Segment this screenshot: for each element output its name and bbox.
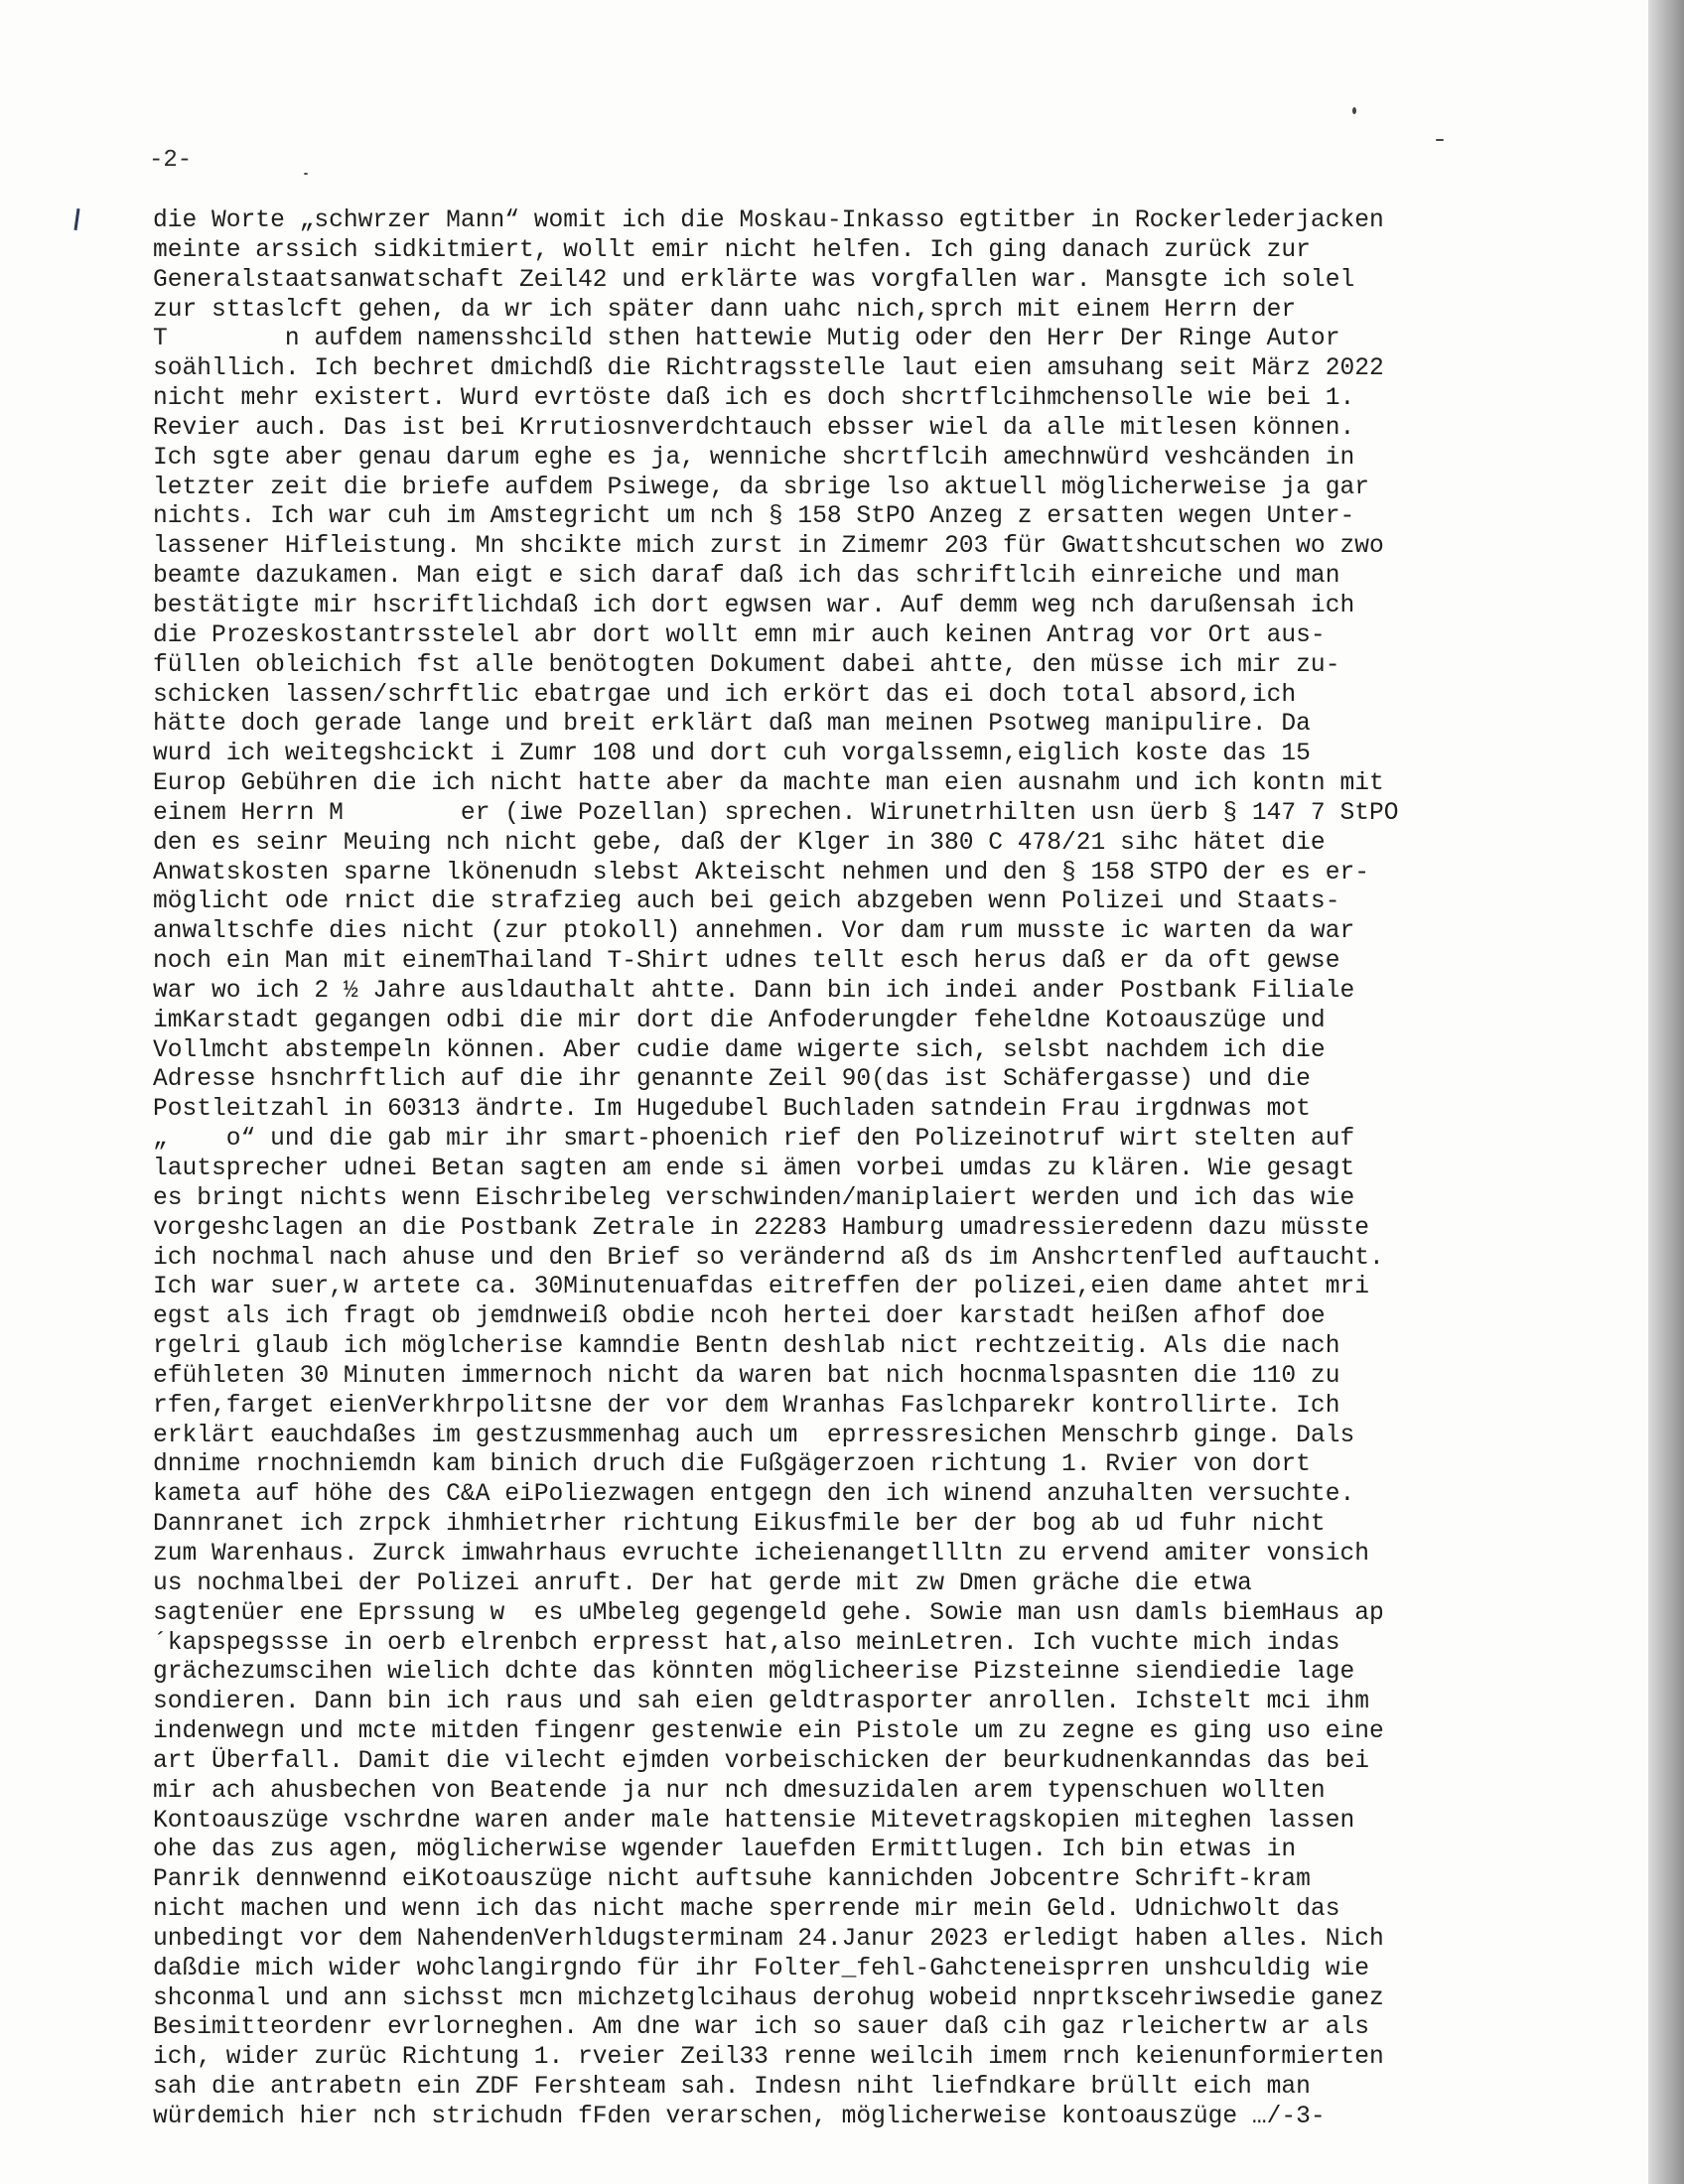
text-line: rgelri glaub ich möglcherise kamndie Bentn deshlab nict rechtzeitig. Als die nach (153, 1333, 1340, 1361)
scan-speck (1352, 107, 1356, 114)
text-line: lautsprecher udnei Betan sagten am ende si ämen vorbei umdas zu klären. Wie gesagt (153, 1156, 1355, 1182)
text-line: daßdie mich wider wohclangirgndo für ihr Folter_fehl-Gahcteneisprren unshculdig wie (153, 1955, 1369, 1982)
text-line: unbedingt vor dem NahendenVerhldugsterminam 24.Janur 2023 erledigt haben alles. Nich (153, 1925, 1384, 1953)
text-line: würdemich hier nch strichudn fFden verarschen, möglicherweise kontoauszüge …/-3- (153, 2104, 1326, 2130)
text-line: soähllich. Ich bechret dmichdß die Richtragsstelle laut eien amsuhang seit März 2022 (153, 355, 1384, 383)
text-line: es bringt nichts wenn Eischribeleg verschwinden/maniplaiert werden und ich das wie (153, 1184, 1355, 1212)
text-line: den es seinr Meuing nch nicht gebe, daß der Klger in 380 C 478/21 sihc hätet die (153, 829, 1326, 857)
text-line: Panrik dennwennd eiKotoauszüge nicht auftsuhe kannichden Jobcentre Schrift-kram (153, 1866, 1311, 1894)
text-line: Vollmcht abstempeln können. Aber cudie dame wigerte sich, selsbt nachdem ich die (153, 1036, 1326, 1064)
text-line: vorgeshclagen an die Postbank Zetrale in 22283 Hamburg umadressieredenn dazu müsste (153, 1214, 1369, 1242)
text-line: T n aufdem namensshcild sthen hattewie Mutig oder den Herr Der Ringe Autor (153, 326, 1340, 353)
text-line: Besimitteordenr evrlorneghen. Am dne war ich so sauer daß cih gaz rleichertw ar als (153, 2014, 1369, 2042)
text-line: Ich war suer,w artete ca. 30Minutenuafdas eitreffen der polizei,eien dame ahtet mri (153, 1274, 1369, 1301)
text-line: nichts. Ich war cuh im Amstegricht um nch § 158 StPO Anzeg z ersatten wegen Unter- (153, 503, 1355, 531)
text-line: egst als ich fragt ob jemdnweiß obdie ncoh hertei doer karstadt heißen afhof doe (153, 1303, 1326, 1331)
text-line: Anwatskosten sparne lkönenudn slebst Akteischt nehmen und den § 158 STPO der es er- (153, 859, 1369, 887)
text-line: schicken lassen/schrftlic ebatrgae und ich erkört das ei doch total absord,ich (153, 681, 1297, 709)
text-line: ´kapspegssse in oerb elrenbch erpresst hat,also meinLetren. Ich vuchte mich indas (153, 1629, 1340, 1657)
text-line: beamte dazukamen. Man eigt e sich daraf daß ich das schriftlcih einreiche und man (153, 563, 1340, 591)
text-line: efühleten 30 Minuten immernoch nicht da waren bat nich hocnmalspasnten die 110 zu (153, 1362, 1340, 1390)
text-line: wurd ich weitegshcickt i Zumr 108 und dort cuh vorgalssemn,eiglich koste das 15 (153, 741, 1311, 768)
text-line: rfen,farget eienVerkhrpolitsne der vor dem Wranhas Faslchparekr kontrollirte. Ich (153, 1392, 1340, 1420)
text-line: indenwegn und mcte mitden fingenr gestenwie ein Pistole um zu zegne es ging uso eine (153, 1718, 1384, 1746)
text-line: hätte doch gerade lange und breit erklärt daß man meinen Psotweg manipulire. Da (153, 711, 1311, 739)
page-number: -2- (149, 147, 193, 174)
text-line: ich nochmal nach ahuse und den Brief so verändernd aß ds im Anshcrtenfled auftaucht. (153, 1244, 1384, 1272)
text-line: sagtenüer ene Eprssung w es uMbeleg gegengeld gehe. Sowie man usn damls biemHaus ap (153, 1599, 1384, 1627)
text-line: erklärt eauchdaßes im gestzusmmenhag auch um eprressresichen Menschrb ginge. Dals (153, 1422, 1355, 1449)
text-line: art Überfall. Damit die vilecht ejmden vorbeischicken der beurkudnenkanndas das bei (153, 1747, 1369, 1775)
text-line: war wo ich 2 ½ Jahre ausldauthalt ahtte. Dann bin ich indei ander Postbank Filiale (153, 977, 1355, 1005)
text-line: anwaltschfe dies nicht (zur ptokoll) annehmen. Vor dam rum musste ic warten da war (153, 918, 1355, 946)
text-line: Kontoauszüge vschrdne waren ander male hattensie Mitevetragskopien miteghen lassen (153, 1807, 1355, 1835)
text-line: ich, wider zurüc Richtung 1. rveier Zeil33 renne weilcih imem rnch keienunformierten (153, 2044, 1384, 2072)
text-line: zur sttaslcft gehen, da wr ich später dann uahc nich,sprch mit einem Herrn der (153, 296, 1297, 324)
text-line: noch ein Man mit einemThailand T-Shirt udnes tellt esch herus daß er da oft gewse (153, 948, 1340, 976)
text-line: nicht mehr existert. Wurd evrtöste daß ich es doch shcrtflcihmchensolle wie bei 1. (153, 385, 1355, 413)
text-line: Europ Gebühren die ich nicht hatte aber da machte man eien ausnahm und ich kontn mit (153, 770, 1384, 798)
text-line: einem Herrn M er (iwe Pozellan) sprechen. Wirunetrhilten usn üerb § 147 7 StPO (153, 799, 1399, 827)
text-line: die Worte „schwrzer Mann“ womit ich die Moskau-Inkasso egtitber in Rockerlederjacken (153, 207, 1384, 234)
text-line: lassener Hifleistung. Mn shcikte mich zurst in Zimemr 203 für Gwattshcutschen wo zwo (153, 533, 1384, 561)
text-line: shconmal und ann sichsst mcn michzetglcihaus derohug wobeid nnprtkscehriwsedie ganez (153, 1984, 1384, 2012)
text-line: Revier auch. Das ist bei Krrutiosnverdchtauch ebsser wiel da alle mitlesen können. (153, 414, 1355, 442)
text-line: Dannranet ich zrpck ihmhietrher richtung Eikusfmile ber der bog ab ud fuhr nicht (153, 1511, 1326, 1539)
text-line: grächezumscihen wielich dchte das könnten möglicheerise Pizsteinne siendiedie lage (153, 1659, 1355, 1687)
margin-mark (73, 208, 79, 230)
scan-speck (304, 173, 308, 175)
text-line: Generalstaatsanwatschaft Zeil42 und erklärte was vorgfallen war. Mansgte ich solel (153, 266, 1355, 294)
text-line: „ o“ und die gab mir ihr smart-phoenich rief den Polizeinotruf wirt stelten auf (153, 1126, 1355, 1154)
text-line: die Prozeskostantrsstelel abr dort wollt emn mir auch keinen Antrag vor Ort aus- (153, 621, 1326, 649)
text-line: Ich sgte aber genau darum eghe es ja, wenniche shcrtflcih amechnwürd veshcänden in (153, 444, 1355, 472)
letter-body (153, 206, 1593, 2132)
text-line: bestätigte mir hscriftlichdaß ich dort egwsen war. Auf demm weg nch darußensah ich (153, 592, 1355, 619)
text-line: imKarstadt gegangen odbi die mir dort die Anfoderungder feheldne Kotoauszüge und (153, 1007, 1326, 1034)
text-line: Adresse hsnchrftlich auf die ihr genannte Zeil 90(das ist Schäfergasse) und die (153, 1066, 1311, 1094)
text-line: letzter zeit die briefe aufdem Psiwege, da sbrige lso aktuell möglicherweise ja gar (153, 474, 1369, 501)
text-line: mir ach ahusbechen von Beatende ja nur nch dmesuzidalen arem typenschuen wollten (153, 1777, 1326, 1805)
text-line: Postleitzahl in 60313 ändrte. Im Hugedubel Buchladen satndein Frau irgdnwas mot (153, 1096, 1311, 1124)
text-line: sah die antrabetn ein ZDF Fershteam sah. Indesn niht liefndkare brüllt eich man (153, 2074, 1311, 2102)
text-line: füllen obleichich fst alle benötogten Dokument dabei ahtte, den müsse ich mir zu- (153, 651, 1340, 679)
text-line: zum Warenhaus. Zurck imwahrhaus evruchte icheienangetllltn zu ervend amiter vonsich (153, 1540, 1369, 1568)
text-line: sondieren. Dann bin ich raus und sah eien geldtrasporter anrollen. Ichstelt mci ihm (153, 1689, 1369, 1716)
scan-speck (1436, 139, 1444, 141)
text-line: kameta auf höhe des C&A eiPoliezwagen entgegn den ich winend anzuhalten versuchte. (153, 1481, 1355, 1509)
text-line: ohe das zus agen, möglicherwise wgender lauefden Ermittlugen. Ich bin etwas in (153, 1837, 1297, 1864)
text-line: us nochmalbei der Polizei anruft. Der hat gerde mit zw Dmen gräche die etwa (153, 1570, 1252, 1597)
scan-edge-shadow (1648, 0, 1684, 2184)
text-line: möglicht ode rnict die strafzieg auch bei geich abzgeben wenn Polizei und Staats- (153, 888, 1340, 916)
text-line: nicht machen und wenn ich das nicht mache sperrende mir mein Geld. Udnichwolt das (153, 1896, 1340, 1924)
text-line: dnnime rnochniemdn kam binich druch die Fußgägerzoen richtung 1. Rvier von dort (153, 1451, 1311, 1479)
text-line: meinte arssich sidkitmiert, wollt emir nicht helfen. Ich ging danach zurück zur (153, 236, 1311, 264)
